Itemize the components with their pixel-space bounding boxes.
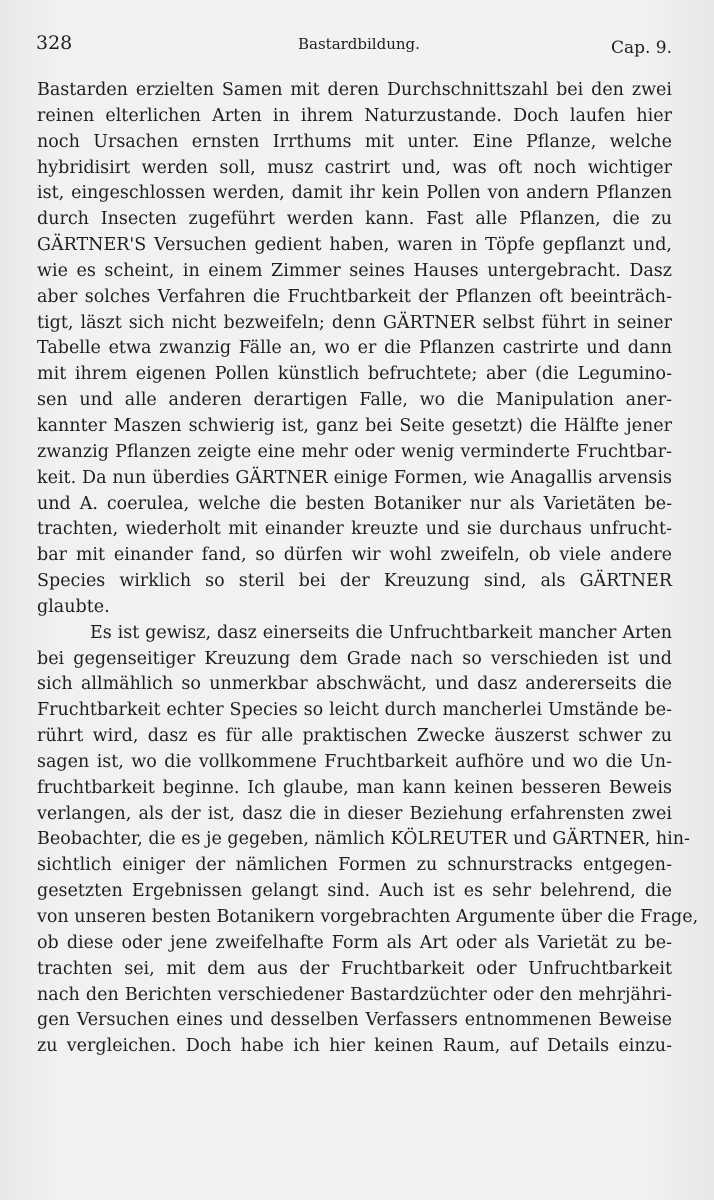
text-line: Tabelle etwa zwanzig Fälle an, wo er die Pflanzen castrirte und dann (37, 338, 672, 359)
chapter-label: Cap. 9. (610, 38, 672, 58)
text-line: zu vergleichen. Doch habe ich hier keinen Raum, auf Details einzu- (37, 1036, 672, 1057)
text-line: Beobachter, die es je gegeben, nämlich KÖLREUTER und GÄRTNER, hin- (37, 829, 690, 850)
text-line: sen und alle anderen derartigen Falle, wo die Manipulation aner- (37, 390, 672, 411)
text-line: Species wirklich so steril bei der Kreuzung sind, als GÄRTNER (37, 571, 672, 592)
text-line: hybridisirt werden soll, musz castrirt und, was oft noch wichtiger (37, 157, 672, 178)
text-line: sagen ist, wo die vollkommene Fruchtbarkeit aufhöre und wo die Un- (37, 751, 672, 772)
text-line: kannter Maszen schwierig ist, ganz bei Seite gesetzt) die Hälfte jener (37, 415, 672, 436)
text-line: tigt, läszt sich nicht bezweifeln; denn GÄRTNER selbst führt in seiner (37, 312, 672, 333)
text-line: keit. Da nun überdies GÄRTNER einige Formen, wie Anagallis arvensis (37, 467, 672, 488)
paragraph-end-line: glaubte. (37, 596, 110, 617)
text-line: Bastarden erzielten Samen mit deren Durchschnittszahl bei den zwei (37, 80, 672, 100)
text-line: ob diese oder jene zweifelhafte Form als Art oder als Varietät zu be- (37, 932, 672, 953)
text-line: mit ihrem eigenen Pollen künstlich befruchtete; aber (die Legumino- (37, 364, 672, 385)
text-line: verlangen, als der ist, dasz die in dieser Beziehung erfahrensten zwei (37, 803, 672, 824)
text-line: trachten sei, mit dem aus der Fruchtbarkeit oder Unfruchtbarkeit (37, 958, 672, 979)
text-line: von unseren besten Botanikern vorgebrachten Argumente über die Frage, (37, 907, 699, 927)
text-line: reinen elterlichen Arten in ihrem Naturzustande. Doch laufen hier (37, 105, 672, 126)
text-line: nach den Berichten verschiedener Bastardzüchter oder den mehrjähri- (37, 984, 672, 1005)
text-line: trachten, wiederholt mit einander kreuzte und sie durchaus unfrucht- (37, 519, 672, 540)
running-title: Bastardbildung. (298, 35, 420, 53)
text-line: gesetzten Ergebnissen gelangt sind. Auch ist es sehr belehrend, die (37, 881, 672, 902)
text-line: noch Ursachen ernsten Irrthums mit unter. Eine Pflanze, welche (37, 131, 672, 152)
text-line: Fruchtbarkeit echter Species so leicht durch mancherlei Umstände be- (37, 700, 672, 721)
page-number: 328 (36, 32, 73, 54)
text-line: gen Versuchen eines und desselben Verfassers entnommenen Beweise (37, 1010, 672, 1031)
text-line: durch Insecten zugeführt werden kann. Fast alle Pflanzen, die zu (37, 209, 672, 230)
text-line: GÄRTNER'S Versuchen gedient haben, waren in Töpfe gepflanzt und, (37, 235, 672, 256)
paragraph-start-line: Es ist gewisz, dasz einerseits die Unfruchtbarkeit mancher Arten (90, 622, 672, 643)
text-line: rührt wird, dasz es für alle praktischen Zwecke äuszerst schwer zu (37, 726, 672, 747)
text-line: und A. coerulea, welche die besten Botaniker nur als Varietäten be- (37, 493, 672, 514)
page-header (36, 32, 672, 62)
text-line: bei gegenseitiger Kreuzung dem Grade nach so verschieden ist und (37, 648, 672, 669)
text-line: bar mit einander fand, so dürfen wir wohl zweifeln, ob viele andere (37, 545, 672, 566)
text-line: sich allmählich so unmerkbar abschwächt, und dasz andererseits die (37, 674, 672, 695)
text-line: wie es scheint, in einem Zimmer seines Hauses untergebracht. Dasz (37, 260, 672, 281)
text-line: aber solches Verfahren die Fruchtbarkeit der Pflanzen oft beeinträch- (37, 286, 672, 307)
text-line: sichtlich einiger der nämlichen Formen zu schnurstracks entgegen- (37, 855, 672, 876)
text-line: ist, eingeschlossen werden, damit ihr kein Pollen von andern Pflanzen (37, 183, 672, 204)
text-line: zwanzig Pflanzen zeigte eine mehr oder wenig verminderte Fruchtbar- (37, 441, 672, 462)
body-text (37, 78, 699, 1060)
text-line: fruchtbarkeit beginne. Ich glaube, man kann keinen besseren Beweis (37, 777, 672, 798)
